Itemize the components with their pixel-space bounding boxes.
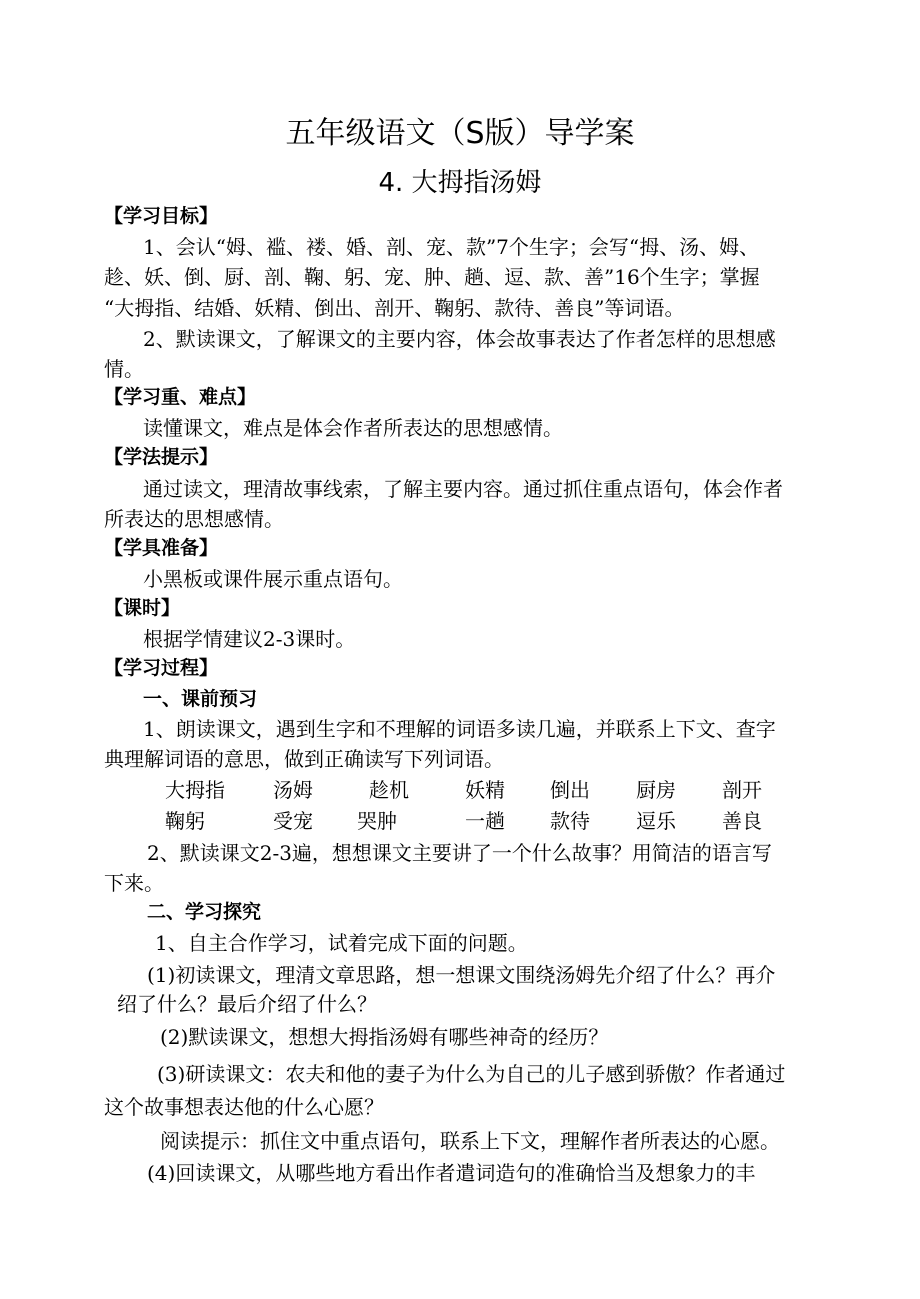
objective-1-line-1: 1、会认“姆、褴、褛、婚、剖、宠、款”7个生字；会写“拇、汤、姆、 — [143, 235, 760, 259]
page-title: 五年级语文（S版）导学案 — [285, 116, 635, 151]
word: 趁机 — [369, 778, 409, 802]
part-1-heading: 一、课前预习 — [143, 688, 258, 710]
word: 大拇指 — [165, 778, 225, 802]
preview-2-line-2: 下来。 — [104, 871, 164, 895]
lesson-title: 4. 大拇指汤姆 — [378, 168, 542, 198]
question-1-line-2: 绍了什么？最后介绍了什么？ — [117, 992, 377, 1016]
method-line-1: 通过读文，理清故事线索，了解主要内容。通过抓住重点语句，体会作者 — [143, 477, 783, 501]
question-1-line-1: (1)初读课文，理清文章思路，想一想课文围绕汤姆先介绍了什么？再介 — [147, 963, 776, 987]
heading-hours: 【课时】 — [104, 597, 181, 619]
question-4-line-1: (4)回读课文，从哪些地方看出作者遣词造句的准确恰当及想象力的丰 — [147, 1161, 756, 1185]
question-3-line-2: 这个故事想表达他的什么心愿？ — [104, 1095, 384, 1119]
heading-method: 【学法提示】 — [104, 446, 219, 468]
word: 逗乐 — [636, 809, 676, 833]
word: 鞠躬 — [165, 809, 205, 833]
word: 汤姆 — [273, 778, 313, 802]
part-2-heading: 二、学习探究 — [147, 901, 262, 923]
heading-process: 【学习过程】 — [104, 657, 219, 679]
objective-1-line-2: 趁、妖、倒、厨、剖、鞠、躬、宠、肿、趟、逗、款、善”16个生字；掌握 — [104, 265, 760, 289]
tools-text: 小黑板或课件展示重点语句。 — [143, 567, 403, 591]
preview-2-line-1: 2、默读课文2-3遍，想想课文主要讲了一个什么故事？用简洁的语言写 — [147, 841, 772, 865]
word: 受宠 — [273, 809, 313, 833]
word: 剖开 — [722, 778, 762, 802]
word: 善良 — [722, 809, 762, 833]
word: 款待 — [550, 809, 590, 833]
word: 妖精 — [465, 778, 505, 802]
heading-objectives: 【学习目标】 — [104, 205, 219, 227]
word: 倒出 — [550, 778, 590, 802]
method-line-2: 所表达的思想感情。 — [104, 507, 284, 531]
question-3-line-1: (3)研读课文：农夫和他的妻子为什么为自己的儿子感到骄傲？作者通过 — [157, 1062, 786, 1086]
explore-intro: 1、自主合作学习，试着完成下面的问题。 — [155, 931, 528, 955]
heading-tools: 【学具准备】 — [104, 537, 219, 559]
word-row-2 — [0, 808, 920, 834]
difficulty-text: 读懂课文，难点是体会作者所表达的思想感情。 — [143, 416, 563, 440]
word: 一趟 — [465, 809, 505, 833]
question-2: (2)默读课文，想想大拇指汤姆有哪些神奇的经历？ — [160, 1025, 609, 1049]
heading-difficulty: 【学习重、难点】 — [104, 386, 257, 408]
objective-2-line-2: 情。 — [104, 357, 144, 381]
preview-1-line-1: 1、朗读课文，遇到生字和不理解的词语多读几遍，并联系上下文、查字 — [143, 717, 776, 741]
word-row-1 — [0, 777, 920, 803]
word: 哭肿 — [357, 809, 397, 833]
preview-1-line-2: 典理解词语的意思，做到正确读写下列词语。 — [104, 747, 504, 771]
objective-1-line-3: “大拇指、结婚、妖精、倒出、剖开、鞠躬、款待、善良”等词语。 — [104, 296, 685, 320]
word: 厨房 — [636, 778, 676, 802]
reading-hint: 阅读提示：抓住文中重点语句，联系上下文，理解作者所表达的心愿。 — [160, 1129, 780, 1153]
objective-2-line-1: 2、默读课文，了解课文的主要内容，体会故事表达了作者怎样的思想感 — [143, 327, 776, 351]
hours-text: 根据学情建议2-3课时。 — [143, 627, 356, 651]
